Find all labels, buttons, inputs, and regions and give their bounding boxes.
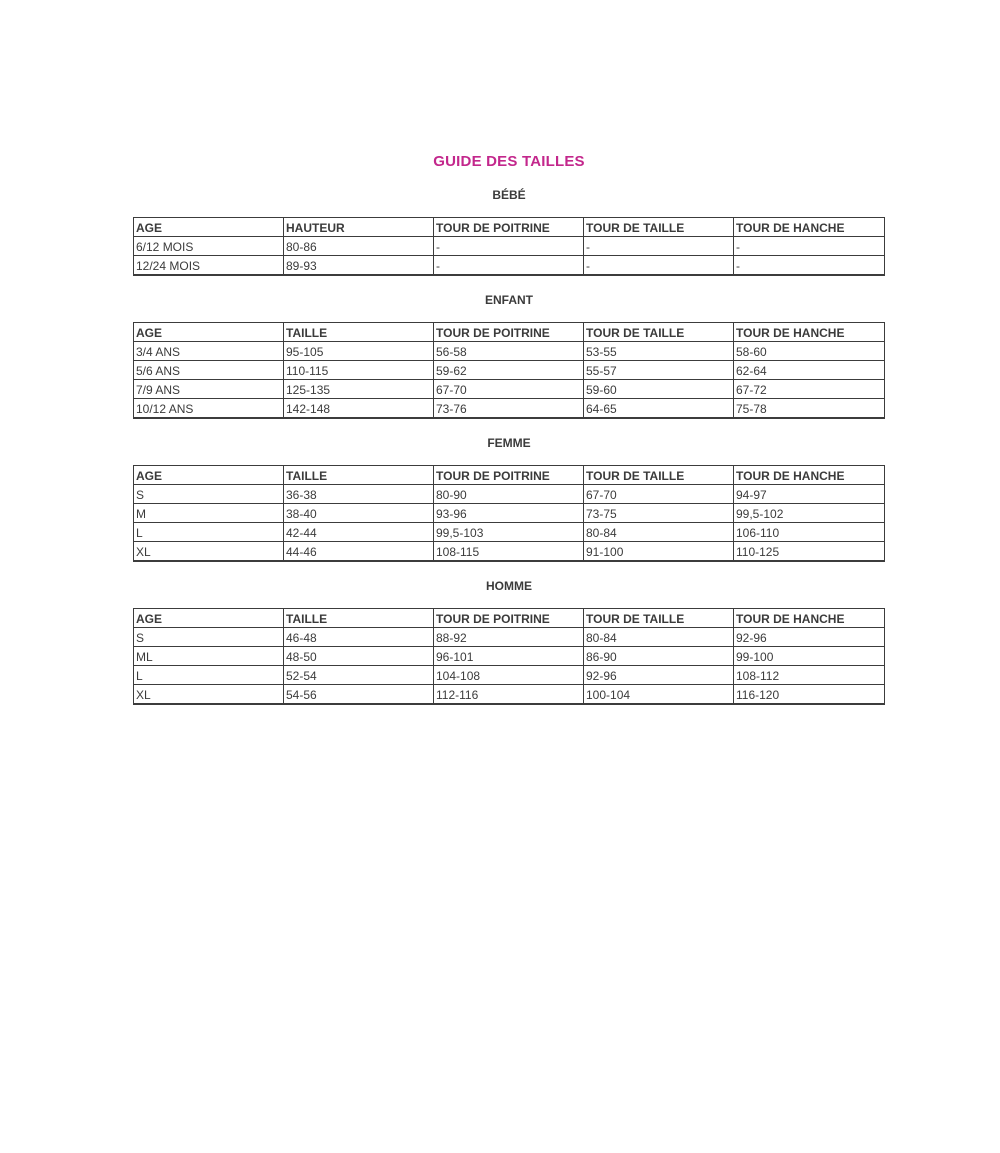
table-row <box>134 380 885 399</box>
column-header: TOUR DE HANCHE <box>734 609 885 628</box>
column-header: TAILLE <box>284 466 434 485</box>
table-cell: 56-58 <box>434 342 584 361</box>
column-header: TOUR DE HANCHE <box>734 466 885 485</box>
table-cell: 110-125 <box>734 542 885 562</box>
table-cell: 48-50 <box>284 647 434 666</box>
table-cell: 89-93 <box>284 256 434 276</box>
column-header: TOUR DE HANCHE <box>734 323 885 342</box>
size-guide-sections <box>133 188 885 705</box>
table-cell: 62-64 <box>734 361 885 380</box>
table-row <box>134 399 885 419</box>
column-header: TAILLE <box>284 323 434 342</box>
column-header: TOUR DE TAILLE <box>584 466 734 485</box>
table-cell: 54-56 <box>284 685 434 705</box>
table-cell: - <box>584 237 734 256</box>
table-cell: 125-135 <box>284 380 434 399</box>
table-cell: XL <box>134 685 284 705</box>
table-cell: 106-110 <box>734 523 885 542</box>
table-cell: 53-55 <box>584 342 734 361</box>
column-header: HAUTEUR <box>284 218 434 237</box>
table-cell: ML <box>134 647 284 666</box>
table-row <box>134 628 885 647</box>
column-header: TOUR DE HANCHE <box>734 218 885 237</box>
table-cell: 10/12 ANS <box>134 399 284 419</box>
table-cell: L <box>134 666 284 685</box>
table-cell: 55-57 <box>584 361 734 380</box>
table-cell: 73-76 <box>434 399 584 419</box>
size-table <box>133 608 885 705</box>
column-header: TOUR DE TAILLE <box>584 323 734 342</box>
table-row <box>134 485 885 504</box>
table-cell: 80-84 <box>584 628 734 647</box>
table-cell: 100-104 <box>584 685 734 705</box>
table-cell: - <box>584 256 734 276</box>
table-cell: L <box>134 523 284 542</box>
table-cell: 92-96 <box>734 628 885 647</box>
table-cell: 6/12 MOIS <box>134 237 284 256</box>
table-cell: 58-60 <box>734 342 885 361</box>
column-header: TOUR DE POITRINE <box>434 218 584 237</box>
table-cell: 116-120 <box>734 685 885 705</box>
table-cell: 92-96 <box>584 666 734 685</box>
section-heading: HOMME <box>486 579 532 593</box>
table-cell: 7/9 ANS <box>134 380 284 399</box>
column-header: TAILLE <box>284 609 434 628</box>
table-row <box>134 542 885 562</box>
section-heading: ENFANT <box>485 293 533 307</box>
header-row <box>134 466 885 485</box>
table-cell: 12/24 MOIS <box>134 256 284 276</box>
table-cell: 46-48 <box>284 628 434 647</box>
table-row <box>134 666 885 685</box>
table-cell: 73-75 <box>584 504 734 523</box>
table-cell: S <box>134 628 284 647</box>
column-header: AGE <box>134 609 284 628</box>
table-cell: 80-86 <box>284 237 434 256</box>
table-cell: 108-115 <box>434 542 584 562</box>
table-row <box>134 361 885 380</box>
table-cell: - <box>434 256 584 276</box>
table-cell: 99,5-102 <box>734 504 885 523</box>
table-cell: 42-44 <box>284 523 434 542</box>
table-cell: 75-78 <box>734 399 885 419</box>
size-section-femme <box>133 436 885 562</box>
table-cell: 80-84 <box>584 523 734 542</box>
table-cell: M <box>134 504 284 523</box>
table-cell: 86-90 <box>584 647 734 666</box>
column-header: AGE <box>134 323 284 342</box>
column-header: TOUR DE POITRINE <box>434 609 584 628</box>
table-cell: 108-112 <box>734 666 885 685</box>
table-cell: 80-90 <box>434 485 584 504</box>
size-guide-page <box>133 153 885 705</box>
table-cell: 104-108 <box>434 666 584 685</box>
table-cell: 36-38 <box>284 485 434 504</box>
table-cell: 95-105 <box>284 342 434 361</box>
table-cell: 67-70 <box>584 485 734 504</box>
table-cell: 112-116 <box>434 685 584 705</box>
table-cell: 88-92 <box>434 628 584 647</box>
table-cell: 142-148 <box>284 399 434 419</box>
table-cell: 67-72 <box>734 380 885 399</box>
header-row <box>134 323 885 342</box>
table-cell: 110-115 <box>284 361 434 380</box>
table-row <box>134 256 885 276</box>
column-header: AGE <box>134 466 284 485</box>
table-row <box>134 504 885 523</box>
table-cell: - <box>734 256 885 276</box>
table-cell: 67-70 <box>434 380 584 399</box>
table-cell: 96-101 <box>434 647 584 666</box>
table-cell: XL <box>134 542 284 562</box>
table-cell: 93-96 <box>434 504 584 523</box>
table-cell: 59-62 <box>434 361 584 380</box>
table-cell: 3/4 ANS <box>134 342 284 361</box>
table-cell: - <box>434 237 584 256</box>
column-header: TOUR DE TAILLE <box>584 218 734 237</box>
table-cell: 99,5-103 <box>434 523 584 542</box>
section-heading: BÉBÉ <box>492 188 526 202</box>
size-table <box>133 217 885 276</box>
table-cell: 52-54 <box>284 666 434 685</box>
table-cell: 91-100 <box>584 542 734 562</box>
header-row <box>134 218 885 237</box>
table-cell: 59-60 <box>584 380 734 399</box>
size-section-enfant <box>133 293 885 419</box>
table-cell: S <box>134 485 284 504</box>
table-cell: 44-46 <box>284 542 434 562</box>
table-row <box>134 237 885 256</box>
header-row <box>134 609 885 628</box>
table-cell: - <box>734 237 885 256</box>
table-cell: 64-65 <box>584 399 734 419</box>
column-header: TOUR DE TAILLE <box>584 609 734 628</box>
size-table <box>133 322 885 419</box>
table-cell: 5/6 ANS <box>134 361 284 380</box>
table-row <box>134 523 885 542</box>
table-row <box>134 342 885 361</box>
table-row <box>134 685 885 705</box>
table-cell: 94-97 <box>734 485 885 504</box>
size-section-homme <box>133 579 885 705</box>
table-cell: 99-100 <box>734 647 885 666</box>
column-header: AGE <box>134 218 284 237</box>
section-heading: FEMME <box>487 436 531 450</box>
size-section-bebe <box>133 188 885 276</box>
table-row <box>134 647 885 666</box>
table-cell: 38-40 <box>284 504 434 523</box>
page-title: GUIDE DES TAILLES <box>433 153 585 170</box>
size-table <box>133 465 885 562</box>
column-header: TOUR DE POITRINE <box>434 466 584 485</box>
column-header: TOUR DE POITRINE <box>434 323 584 342</box>
